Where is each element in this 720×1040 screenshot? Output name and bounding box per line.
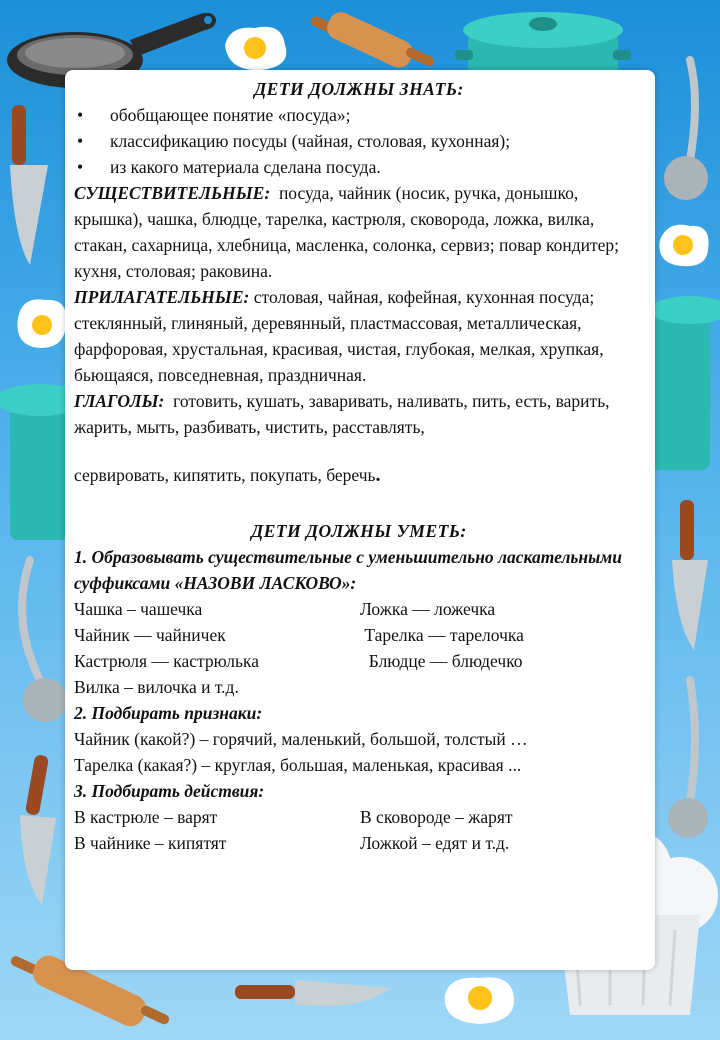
pair-left: Чайник — чайничек bbox=[74, 625, 226, 645]
task2-line: Тарелка (какая?) – круглая, большая, маленькая, красивая ... bbox=[74, 755, 522, 775]
pair-row bbox=[74, 648, 644, 674]
bullet-item: • из какого материала сделана посуда. bbox=[74, 154, 644, 180]
content-text bbox=[74, 76, 644, 856]
task2-line: Чайник (какой?) – горячий, маленький, большой, толстый … bbox=[74, 729, 528, 749]
task3-title: 3. Подбирать действия: bbox=[74, 781, 265, 801]
fried-egg-icon bbox=[659, 225, 708, 267]
task2-title: 2. Подбирать признаки: bbox=[74, 703, 263, 723]
pair-right: Ложка — ложечка bbox=[360, 599, 496, 619]
knife-icon bbox=[10, 105, 48, 265]
action-left: В кастрюле – варят bbox=[74, 807, 218, 827]
knife-icon bbox=[672, 500, 708, 650]
rolling-pin-icon bbox=[309, 8, 436, 71]
adjectives-paragraph bbox=[74, 284, 644, 388]
ladle-icon bbox=[668, 680, 708, 838]
knife-icon bbox=[20, 754, 56, 905]
verbs-text: готовить, кушать, заваривать, наливать, пить, есть, варить, жарить, мыть, разбивать, чистить, расставлять, bbox=[74, 391, 610, 437]
action-right: В сковороде – жарят bbox=[360, 807, 513, 827]
adjectives-text: столовая, чайная, кофейная, кухонная посуда; стеклянный, глиняный, деревянный, пластмассовая, металлическая, фарфоровая, хрустальная, красивая, чистая, глубокая, мелкая, хрупкая, бьющаяся, повседневная, праздничная. bbox=[74, 287, 604, 385]
bullet-icon: • bbox=[77, 105, 84, 125]
pairs-tail: Вилка – вилочка и т.д. bbox=[74, 677, 239, 697]
know-bullets bbox=[74, 102, 644, 180]
verbs-label: ГЛАГОЛЫ: bbox=[74, 391, 165, 411]
spacer bbox=[74, 440, 644, 462]
able-title: ДЕТИ ДОЛЖНЫ УМЕТЬ: bbox=[251, 521, 467, 541]
nouns-paragraph bbox=[74, 180, 644, 284]
verbs-paragraph-continued bbox=[74, 462, 644, 488]
bullet-item: • классификацию посуды (чайная, столовая, кухонная); bbox=[74, 128, 644, 154]
fried-egg-icon bbox=[445, 977, 514, 1024]
action-row bbox=[74, 804, 644, 830]
bullet-icon: • bbox=[77, 131, 84, 151]
bullet-icon: • bbox=[77, 157, 84, 177]
pair-row bbox=[74, 596, 644, 622]
nouns-text: посуда, чайник (носик, ручка, донышко, крышка), чашка, блюдце, тарелка, кастрюля, сковорода, ложка, вилка, стакан, сахарница, хлебница, масленка, солонка, сервиз; повар кондитер; кухня, столовая; раковина. bbox=[74, 183, 620, 281]
fried-egg-icon bbox=[17, 299, 66, 348]
pair-right: Блюдце — блюдечко bbox=[360, 651, 523, 671]
know-title: ДЕТИ ДОЛЖНЫ ЗНАТЬ: bbox=[254, 79, 464, 99]
knife-icon bbox=[235, 980, 390, 1006]
fried-egg-icon bbox=[225, 27, 286, 70]
pair-right: Тарелка — тарелочка bbox=[360, 625, 524, 645]
action-left: В чайнике – кипятят bbox=[74, 833, 227, 853]
action-row bbox=[74, 830, 644, 856]
pair-left: Кастрюля — кастрюлька bbox=[74, 651, 259, 671]
ladle-icon bbox=[22, 560, 67, 722]
ladle-icon bbox=[664, 60, 708, 200]
pair-row bbox=[74, 622, 644, 648]
task1-title: 1. Образовывать существительные с уменьшительно ласкательными суффиксами «НАЗОВИ ЛАСКОВО»: bbox=[74, 547, 623, 593]
verbs-end: . bbox=[375, 464, 381, 486]
bullet-item: • обобщающее понятие «посуда»; bbox=[74, 102, 644, 128]
verbs-paragraph bbox=[74, 388, 644, 440]
adjectives-label: ПРИЛАГАТЕЛЬНЫЕ: bbox=[74, 287, 250, 307]
action-right: Ложкой – едят и т.д. bbox=[360, 833, 510, 853]
spacer bbox=[74, 488, 644, 518]
pair-left: Чашка – чашечка bbox=[74, 599, 203, 619]
nouns-label: СУЩЕСТВИТЕЛЬНЫЕ: bbox=[74, 183, 271, 203]
verbs-text-2: сервировать, кипятить, покупать, беречь bbox=[74, 465, 376, 485]
